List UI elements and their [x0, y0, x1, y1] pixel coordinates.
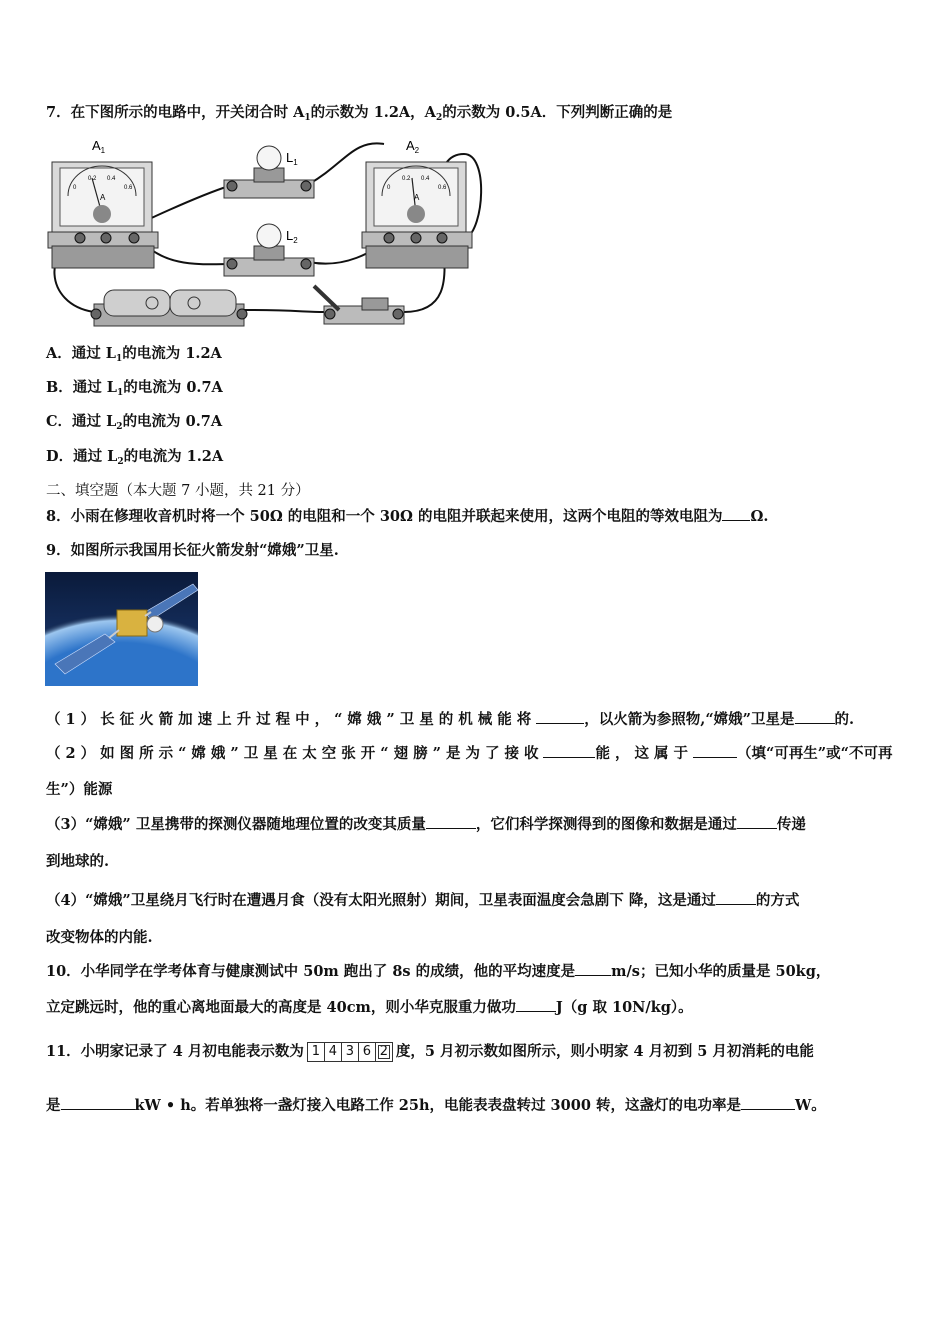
a2-tick-04: 0.4	[421, 176, 430, 182]
meter-digit: 2	[376, 1043, 392, 1061]
ammeter-a2	[362, 162, 472, 268]
q11-line2: 是 kW • h。若单独将一盏灯接入电路工作 25h，电能表表盘转过 3000 转，这盏灯的电功率是 W。	[46, 1097, 826, 1114]
bulb-l2	[224, 224, 314, 276]
q11-blank2[interactable]	[741, 1095, 795, 1110]
q9-p4-blank[interactable]	[716, 890, 756, 905]
q9-stem: 9．如图所示我国用长征火箭发射“嫦娥”卫星.	[46, 542, 339, 559]
q9-p2-blank2[interactable]	[693, 743, 737, 758]
a1-tick-04: 0.4	[107, 176, 116, 182]
q7-option-d[interactable]: D．通过 $L_2$的电流为 1.2A	[46, 448, 224, 467]
bulb-l1	[224, 146, 314, 198]
a2-tick-06: 0.6	[438, 185, 447, 191]
circuit-diagram	[44, 134, 494, 334]
switch	[314, 286, 404, 324]
a2-tick-0: 0	[387, 185, 391, 191]
label-a1: $A_1$	[92, 138, 106, 155]
a1-unit: A	[100, 193, 106, 202]
battery-pack	[91, 290, 247, 326]
q9-p1-blank1[interactable]	[536, 709, 584, 724]
energy-meter-display	[307, 1042, 393, 1062]
label-a2: $A_2$	[406, 138, 420, 155]
q9-p4: （4）“嫦娥”卫星绕月飞行时在遭遇月食（没有太阳光照射）期间，卫星表面温度会急剧下 降，这是通过 的方式	[46, 892, 800, 909]
meter-digit: 3	[342, 1043, 359, 1061]
a2-unit: A	[414, 193, 420, 202]
q10-line2: 立定跳远时，他的重心离地面最大的高度是 40cm，则小华克服重力做功 J（g 取 10N/kg）。	[46, 999, 693, 1016]
q9-p1: （1）长征火箭加速上升过程中，“嫦娥”卫星的机械能将 ，以火箭为参照物,“嫦娥”卫星是 的.	[46, 711, 855, 728]
q10-line1: 10．小华同学在学考体育与健康测试中 50m 跑出了 8s 的成绩，他的平均速度是 m/s；已知小华的质量是 50kg，	[46, 963, 831, 980]
q7-stem: 7．在下图所示的电路中，开关闭合时 $A_1$的示数为 1.2A，$A_2$的示数为 0.5A．下列判断正确的是	[46, 104, 673, 123]
ammeter-a1	[48, 162, 158, 268]
q9-p2-cont: 生”）能源	[46, 781, 113, 798]
a1-tick-0: 0	[73, 185, 77, 191]
q9-p3-blank2[interactable]	[737, 814, 777, 829]
meter-digit: 4	[325, 1043, 342, 1061]
q11-blank1[interactable]	[61, 1095, 135, 1110]
q9-p1-blank2[interactable]	[795, 709, 835, 724]
label-l1: $L_1$	[286, 150, 298, 167]
meter-digit: 6	[359, 1043, 376, 1061]
q7-option-c[interactable]: C．通过 $L_2$的电流为 0.7A	[46, 413, 223, 432]
section-title: 二、填空题（本大题 7 小题，共 21 分）	[46, 483, 310, 499]
a2-tick-02: 0.2	[402, 176, 411, 182]
q7-option-b[interactable]: B．通过 $L_1$的电流为 0.7A	[46, 379, 223, 398]
q9-p3-cont: 到地球的.	[46, 853, 110, 870]
q9-p3: （3）“嫦娥” 卫星携带的探测仪器随地理位置的改变其质量 ，它们科学探测得到的图像和数据是通过 传递	[46, 816, 806, 833]
a1-tick-06: 0.6	[124, 185, 133, 191]
q10-blank2[interactable]	[516, 997, 556, 1012]
label-l2: $L_2$	[286, 228, 298, 245]
q11-line1: 11．小明家记录了 4 月初电能表示数为 1 4 3 6 2 度，5 月初示数如图所示，则小明家 4 月初到 5 月初消耗的电能	[46, 1043, 814, 1060]
q8: 8．小雨在修理收音机时将一个 50Ω 的电阻和一个 30Ω 的电阻并联起来使用，这两个电阻的等效电阻为 Ω.	[46, 508, 769, 525]
q9-p3-blank1[interactable]	[426, 814, 476, 829]
satellite-image	[45, 572, 198, 686]
q9-p2-blank1[interactable]	[543, 743, 595, 758]
a1-tick-02: 0.2	[88, 176, 97, 182]
q9-p2: （2）如图所示“嫦娥”卫星在太空张开“翅膀”是为了接收 能，这属于 （填“可再生”或“不可再	[46, 745, 893, 762]
q10-blank1[interactable]	[575, 961, 611, 976]
meter-digit: 1	[308, 1043, 325, 1061]
q9-p4-cont: 改变物体的内能.	[46, 929, 153, 946]
q7-option-a[interactable]: A．通过 $L_1$的电流为 1.2A	[46, 345, 222, 364]
q8-blank[interactable]	[722, 506, 750, 521]
